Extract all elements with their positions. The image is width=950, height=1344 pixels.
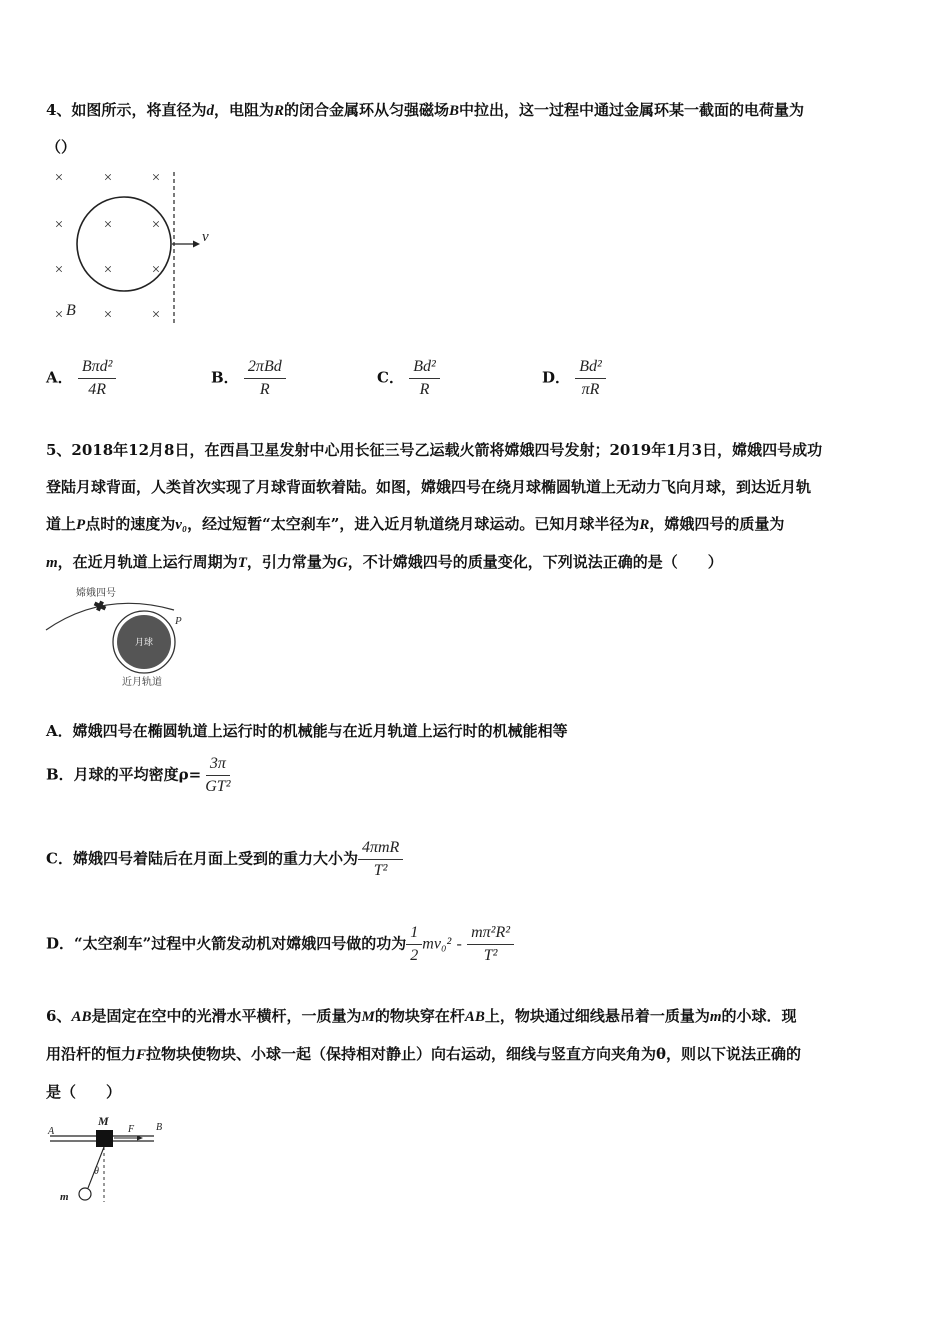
velocity-label: v — [202, 229, 209, 245]
field-cross: × — [151, 307, 161, 323]
q5-option-a[interactable]: A．嫦娥四号在椭圆轨道上运行时的机械能与在近月轨道上运行时的机械能相等 — [46, 722, 568, 740]
q4-option-b[interactable]: B． $\frac{\text{2πBd}}{R}$ — [211, 358, 286, 399]
q5-stem: 5、2018年12月8日，在西昌卫星发射中心用长征三号乙运载火箭将嫦娥四号发射；2019年1月3日，嫦娥四号成功 登陆月球背面，人类首次实现了月球背面软着陆。如图，嫦娥四号在绕月球椭圆轨道上无动力飞向月球，到达近月轨 道上P点时的速度为v₀，经过短暂“太空刹车”，进入近月轨道绕月球运动。已知月球半径为R，嫦娥四号的质量为 m，在近月轨道上运行周期为T，引力常量为G，不计嫦娥四号的质量变化，下列说法正确的是（ ） — [46, 441, 823, 571]
point-a-label: A — [48, 1126, 55, 1137]
q6-rod-figure — [44, 1110, 174, 1206]
field-cross: × — [151, 217, 161, 233]
q5-orbit-figure — [44, 582, 194, 690]
field-cross: × — [103, 217, 113, 233]
q6-stem: 6、AB是固定在空中的光滑水平横杆，一质量为M的物块穿在杆AB上，物块通过细线悬吊着一质量为m的小球．现 用沿杆的恒力F拉物块使物块、小球一起（保持相对静止）向右运动，细线与竖直方向夹角为θ，则以下说法正确的 是（ ） — [46, 1007, 802, 1101]
q4-option-a[interactable]: A． $\frac{\text{Bπd²}}{4R}$ — [46, 358, 116, 399]
field-cross: × — [151, 170, 161, 186]
angle-label: θ — [94, 1166, 99, 1177]
q4-magnetic-field-figure — [44, 166, 224, 328]
point-p-label: P — [175, 615, 182, 627]
q4-stem: 4、如图所示，将直径为d，电阻为R的闭合金属环从匀强磁场B中拉出，这一过程中通过金属环某一截面的电荷量为 — [46, 101, 805, 119]
point-b-label: B — [156, 1122, 163, 1133]
field-cross: × — [103, 170, 113, 186]
field-cross: × — [54, 170, 64, 186]
metal-ring — [77, 197, 171, 291]
ball-m — [79, 1188, 91, 1200]
q5-option-b[interactable]: B．月球的平均密度ρ= $\frac{3\pi}{\text{GT²}}$ — [46, 755, 231, 795]
probe-icon — [92, 599, 107, 613]
q5-option-d[interactable]: D．“太空刹车”过程中火箭发动机对嫦娥四号做的功为 $\frac{1}{2}$ mv₀² - $\frac{\text{mπ²R²}}{\text{T²}}$ — [46, 924, 514, 965]
field-cross: × — [151, 262, 161, 278]
ball-mass-label: m — [60, 1191, 69, 1203]
moon-label: 月球 — [134, 637, 154, 647]
q4-option-d[interactable]: D． $\frac{\text{Bd²}}{\pi R}$ — [542, 358, 606, 399]
probe-label: 嫦娥四号 — [76, 588, 116, 599]
field-cross: × — [103, 262, 113, 278]
field-cross: × — [103, 307, 113, 323]
orbit-label: 近月轨道 — [122, 677, 162, 688]
block-mass-label: M — [98, 1114, 109, 1128]
field-cross: × — [54, 307, 64, 323]
q4-answer-paren: （） — [46, 138, 77, 156]
field-cross: × — [54, 217, 64, 233]
q4-option-c[interactable]: C． $\frac{\text{Bd²}}{R}$ — [377, 358, 440, 399]
q5-option-c[interactable]: C．嫦娥四号着陆后在月面上受到的重力大小为 $\frac{\text{4πmR}}{\text{T²}}$ — [46, 839, 403, 880]
field-label: B — [66, 302, 76, 319]
field-cross: × — [54, 262, 64, 278]
block-m — [96, 1130, 113, 1147]
force-label: F — [128, 1124, 135, 1135]
